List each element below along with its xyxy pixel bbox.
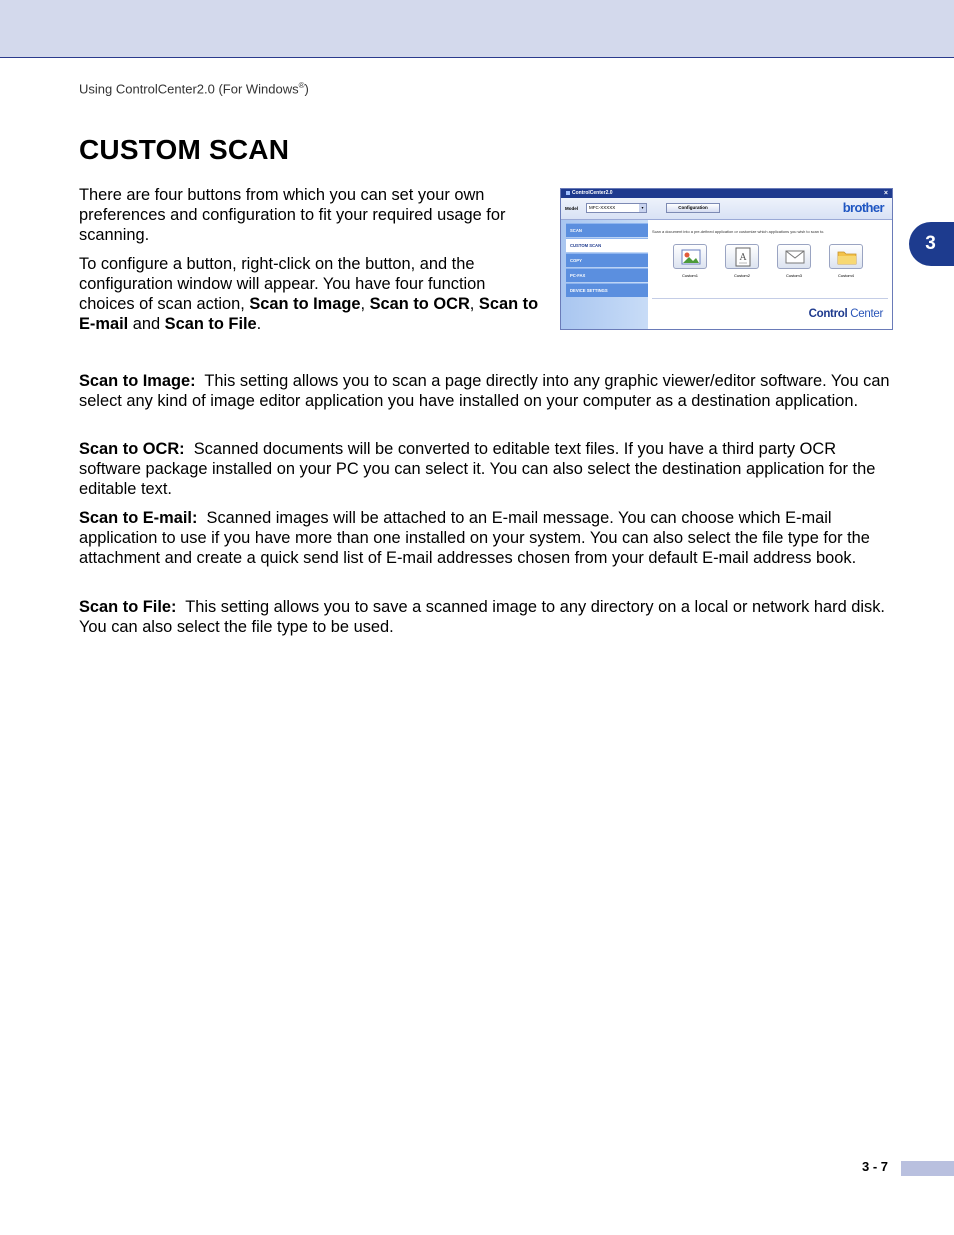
app-icon (566, 191, 570, 195)
section-label: Scan to File: (79, 598, 177, 616)
section-scan-to-file (79, 597, 894, 637)
custom2-button[interactable] (724, 244, 760, 276)
section-scan-to-image (79, 371, 894, 411)
nav-item-scan[interactable]: SCAN (566, 223, 648, 237)
custom4-label: Custom4 (837, 273, 854, 278)
intro-text (79, 185, 541, 342)
custom4-button[interactable] (828, 244, 864, 276)
custom3-label: Custom3 (785, 273, 802, 278)
model-label: Model (565, 206, 578, 211)
controlcenter-logo: Control Center (808, 308, 883, 320)
page-title: CUSTOM SCAN (79, 134, 290, 165)
custom1-label: Custom1 (681, 273, 698, 278)
close-icon[interactable]: × (883, 190, 888, 197)
intro-paragraph-1: There are four buttons from which you can set your own preferences and configuration to fit your required usage for scanning. (79, 186, 506, 245)
custom3-button[interactable] (776, 244, 812, 276)
cc-sidebar (561, 220, 648, 330)
chapter-tab: 3 (909, 222, 954, 266)
page-number: 3 - 7 (862, 1159, 889, 1174)
section-scan-to-ocr (79, 439, 894, 500)
divider (652, 298, 888, 299)
section-label: Scan to E-mail: (79, 509, 198, 527)
section-scan-to-email (79, 508, 894, 569)
section-label: Scan to OCR: (79, 440, 185, 458)
envelope-icon (777, 244, 811, 269)
nav-item-pc-fax[interactable]: PC-FAX (566, 268, 648, 282)
folder-icon (829, 244, 863, 269)
nav-item-copy[interactable]: COPY (566, 253, 648, 267)
custom1-button[interactable] (672, 244, 708, 276)
top-header-band (0, 0, 954, 58)
section-text: This setting allows you to scan a page directly into any graphic viewer/editor software. You can select any kind of image editor application you have installed on your computer as a destination application. (79, 372, 890, 411)
model-select[interactable]: MFC-XXXXX ▾ (586, 203, 647, 213)
section-label: Scan to Image: (79, 372, 196, 390)
cc-description: Scan a document into a pre-defined application or customize which applications you wish to scan to. (652, 229, 825, 234)
nav-item-device-settings[interactable]: DEVICE SETTINGS (566, 283, 648, 297)
running-header: Using ControlCenter2.0 (For Windows®) (79, 81, 309, 97)
chevron-down-icon: ▾ (639, 204, 646, 212)
section-text: Scanned images will be attached to an E-mail message. You can choose which E-mail application to use if you have more than one installed on your system. You can also select the file type for the attachment and create a quick send list of E-mail addresses chosen from your default E-mail address book. (79, 509, 870, 568)
configuration-button[interactable]: Configuration (666, 203, 720, 213)
section-text: This setting allows you to save a scanned image to any directory on a local or network hard disk. You can also select the file type to be used. (79, 598, 885, 637)
image-icon (673, 244, 707, 269)
intro-paragraph-2: To configure a button, right-click on the button, and the configuration window will appear. You have four function choices of scan action, Scan to Image, Scan to OCR, Scan to E-mail and Scan to File. (79, 254, 539, 334)
cc-title-bar: ControlCenter2.0 × (561, 189, 892, 198)
document-icon (725, 244, 759, 269)
svg-text:A: A (739, 253, 747, 263)
cc-main-panel (648, 220, 893, 330)
brother-logo: brother (842, 200, 884, 215)
footer-bar (901, 1161, 954, 1176)
custom2-label: Custom2 (733, 273, 750, 278)
section-text: Scanned documents will be converted to editable text files. If you have a third party OCR software package installed on your PC you can select it. You can also select the destination application for the editable text. (79, 440, 876, 499)
controlcenter-screenshot (560, 188, 893, 330)
nav-item-custom-scan[interactable]: CUSTOM SCAN (566, 238, 648, 252)
cc-toolbar (561, 198, 892, 220)
